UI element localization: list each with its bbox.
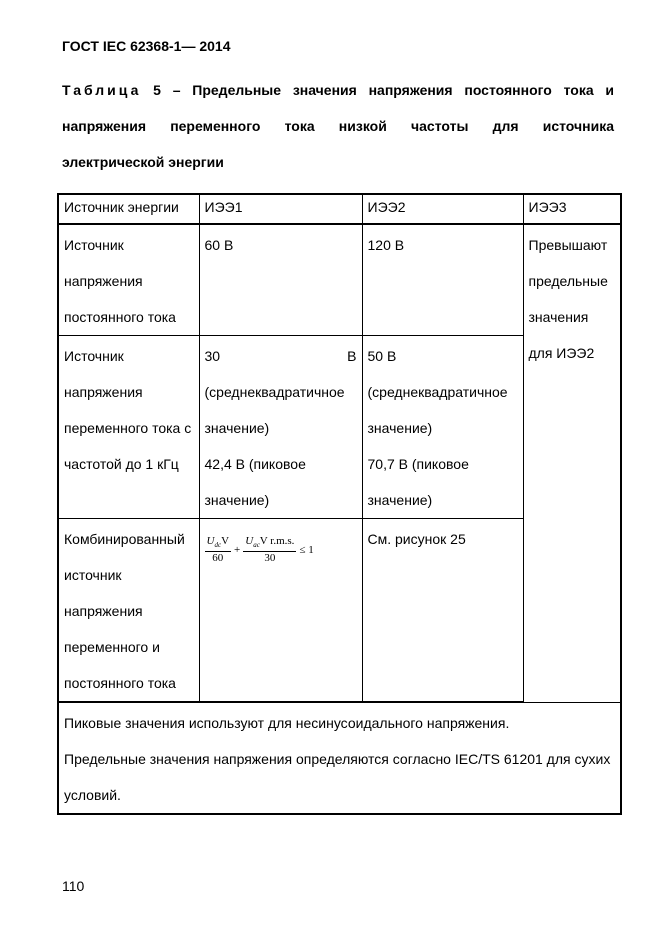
caption-label: Таблица <box>62 82 142 98</box>
formula-plus: + <box>234 543 241 556</box>
voltage-limits-table <box>57 193 622 815</box>
ac-ies1-unit: В <box>347 348 357 364</box>
caption-line-1 <box>62 72 614 108</box>
ac-ies1-rms: (среднеквадратичное значение) <box>204 384 345 436</box>
cell-dc-ies1: 60 В <box>199 224 362 336</box>
header-ies3: ИЭЭ3 <box>523 194 621 224</box>
ac-ies1-value-line <box>205 338 357 374</box>
caption-line-3: электрической энергии <box>62 154 224 170</box>
caption-line-2: напряжения переменного тока низкой частоты для источника <box>62 118 614 134</box>
page-number: 110 <box>62 878 85 894</box>
formula-fraction-ac <box>243 535 296 564</box>
formula-sub-dc: dc <box>214 541 222 550</box>
header-ies1: ИЭЭ1 <box>199 194 362 224</box>
formula-var-ac: U <box>245 535 254 547</box>
table-notes-row <box>58 702 621 814</box>
ac-ies2-rms: (среднеквадратичное значение) <box>367 384 508 436</box>
cell-ac-source: Источник напряжения переменного тока с частотой до 1 кГц <box>58 336 199 519</box>
formula-relation: ≤ 1 <box>299 543 314 556</box>
formula-unit-ac: V r.m.s. <box>259 535 295 547</box>
cell-notes <box>58 702 621 814</box>
ac-ies1-value: 30 <box>204 348 221 364</box>
formula-numerator-ac <box>243 535 296 552</box>
table-header-row <box>58 194 621 224</box>
formula-var-dc: U <box>206 535 215 547</box>
cell-combined-source: Комбинированный источник напряжения переменного и постоянного тока <box>58 519 199 703</box>
combined-limit-formula <box>205 535 317 564</box>
cell-ies3-all: Превышают предельные значения для ИЭЭ2 <box>523 224 621 702</box>
formula-numerator-dc <box>205 535 232 552</box>
document-header: ГОСТ IEC 62368-1— 2014 <box>62 38 231 54</box>
cell-combined-ies2: См. рисунок 25 <box>362 519 523 703</box>
formula-denominator-dc: 60 <box>212 552 224 565</box>
formula-unit-dc: V <box>221 535 230 547</box>
caption-text-1: – Предельные значения напряжения постоянного тока и <box>172 82 615 98</box>
cell-ac-ies1 <box>199 336 362 519</box>
ac-ies2-peak: 70,7 В (пиковое значение) <box>367 456 469 508</box>
caption-number: 5 <box>153 82 161 98</box>
header-source: Источник энергии <box>58 194 199 224</box>
ac-ies1-peak: 42,4 В (пиковое значение) <box>204 456 306 508</box>
cell-dc-ies2: 120 В <box>362 224 523 336</box>
table-row-dc <box>58 224 621 336</box>
formula-sub-ac: ac <box>253 541 260 550</box>
note-limit-values: Предельные значения напряжения определяются согласно IEC/TS 61201 для сухих условий. <box>64 751 611 803</box>
ac-ies2-value: 50 В <box>367 348 397 364</box>
formula-fraction-dc <box>205 535 232 564</box>
cell-dc-source: Источник напряжения постоянного тока <box>58 224 199 336</box>
note-peak-values: Пиковые значения используют для несинусоидального напряжения. <box>64 715 510 731</box>
table-caption <box>62 72 614 180</box>
cell-ac-ies2 <box>362 336 523 519</box>
formula-denominator-ac: 30 <box>264 552 276 565</box>
cell-combined-ies1 <box>199 519 362 703</box>
header-ies2: ИЭЭ2 <box>362 194 523 224</box>
